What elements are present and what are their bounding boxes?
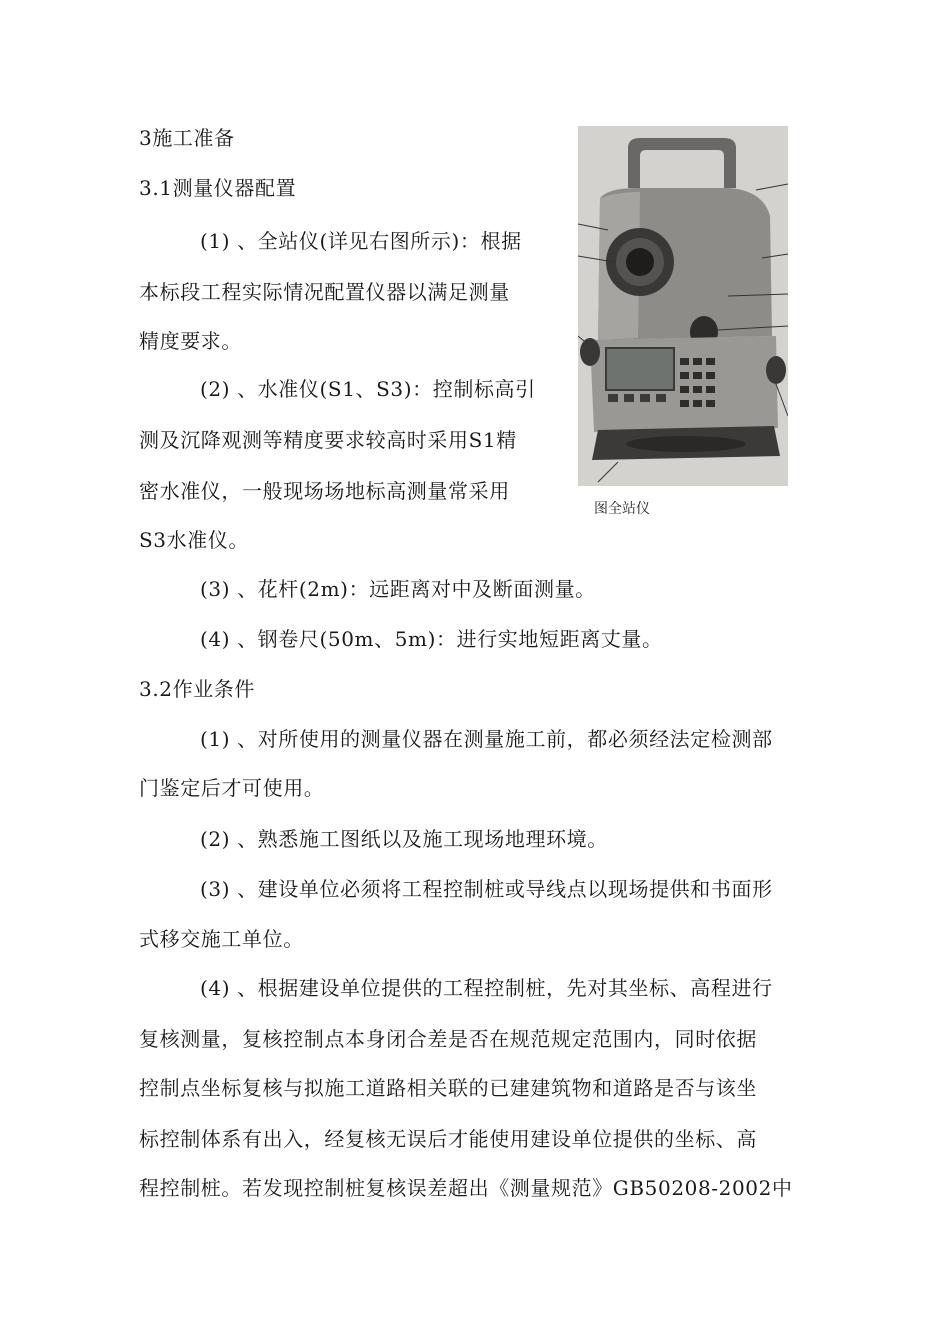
subsection-title: 3.2作业条件 [139,677,256,701]
paragraph-line: (2) 、熟悉施工图纸以及施工现场地理环境。 [200,827,608,851]
paragraph-line: (3) 、建设单位必须将工程控制桩或导线点以现场提供和书面形 [200,877,773,901]
paragraph-line: 门鉴定后才可使用。 [139,776,325,800]
section-title: 3施工准备 [139,126,235,150]
paragraph-line: S3水准仪。 [139,528,250,552]
paragraph-line: (4) 、根据建设单位提供的工程控制桩，先对其坐标、高程进行 [200,976,773,1000]
paragraph-line: (4) 、钢卷尺(50m、5m)：进行实地短距离丈量。 [200,627,663,651]
paragraph-line: (1) 、全站仪(详见右图所示)：根据 [200,229,522,253]
paragraph-line: (2) 、水准仪(S1、S3)：控制标高引 [200,377,536,401]
subsection-title: 3.1测量仪器配置 [139,176,297,200]
paragraph-line: 密水准仪，一般现场场地标高测量常采用 [139,479,510,503]
figure-caption: 图全站仪 [594,501,650,517]
total-station-icon [578,126,788,486]
paragraph-line: 精度要求。 [139,329,242,353]
paragraph-line: 程控制桩。若发现控制桩复核误差超出《测量规范》GB50208-2002中 [139,1176,793,1200]
paragraph-line: (1) 、对所使用的测量仪器在测量施工前，都必须经法定检测部 [200,727,773,751]
paragraph-line: 式移交施工单位。 [139,927,304,951]
paragraph-line: 标控制体系有出入，经复核无误后才能使用建设单位提供的坐标、高 [139,1127,757,1151]
paragraph-line: (3) 、花杆(2m)：远距离对中及断面测量。 [200,577,596,601]
paragraph-line: 控制点坐标复核与拟施工道路相关联的已建建筑物和道路是否与该坐 [139,1076,757,1100]
paragraph-line: 测及沉降观测等精度要求较高时采用S1精 [139,428,517,452]
total-station-photo [578,126,788,486]
paragraph-line: 本标段工程实际情况配置仪器以满足测量 [139,280,510,304]
paragraph-line: 复核测量，复核控制点本身闭合差是否在规范规定范围内，同时依据 [139,1027,757,1051]
